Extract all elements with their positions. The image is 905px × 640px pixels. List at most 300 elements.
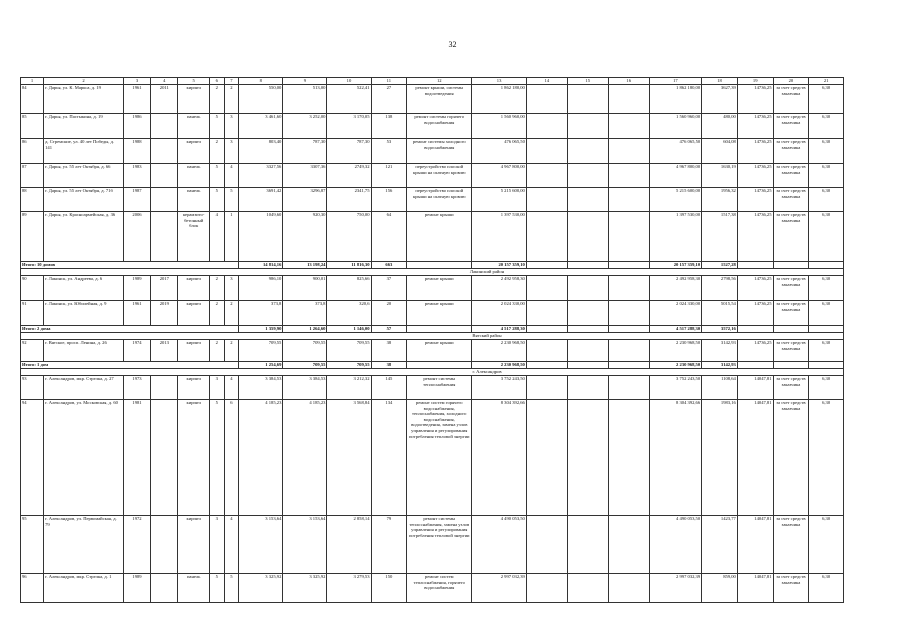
empty-cell bbox=[407, 326, 472, 333]
owner-funds-cell: 8 304 392,66 bbox=[649, 400, 701, 516]
premises-area-sum: 709,55 bbox=[283, 362, 327, 369]
year-built-cell: 1981 bbox=[123, 400, 150, 516]
residential-area-cell: 3 170,05 bbox=[327, 114, 371, 139]
total-area-cell: 3 384,53 bbox=[239, 376, 283, 400]
empty-cell bbox=[526, 326, 567, 333]
unit-cost-cell: 2798,56 bbox=[702, 276, 738, 301]
empty-cell bbox=[567, 400, 608, 516]
owner-funds-cell: 1 862 180,00 bbox=[649, 85, 701, 114]
wall-material-cell: панель bbox=[178, 114, 209, 139]
empty-cell bbox=[526, 301, 567, 326]
year-repair-cell: 2017 bbox=[151, 276, 178, 301]
unit-cost-cell: 1423,77 bbox=[702, 516, 738, 574]
floors-cell: 5 bbox=[209, 400, 224, 516]
row-number: 95 bbox=[21, 516, 44, 574]
column-number-cell: 6 bbox=[209, 78, 224, 85]
total-area-cell: 3 325,92 bbox=[239, 574, 283, 603]
row-number: 94 bbox=[21, 400, 44, 516]
table-row bbox=[21, 340, 844, 362]
column-number-cell: 3 bbox=[123, 78, 150, 85]
column-number-cell: 1 bbox=[21, 78, 44, 85]
entrances-cell: 6 bbox=[224, 400, 239, 516]
row-number: 86 bbox=[21, 139, 44, 164]
total-cost-cell: 1 862 180,00 bbox=[472, 85, 527, 114]
work-type-cell: ремонт систем горячего водоснабжения, теплоснабжения, холодного водоснабжения, водоотведения, замена узлов управления и регулирования потребления тепловой энергии bbox=[407, 400, 472, 516]
wall-material-cell: кирпич bbox=[178, 301, 209, 326]
capital-repair-table bbox=[20, 77, 844, 603]
owner-funds-cell: 2 230 968,50 bbox=[649, 340, 701, 362]
entrances-cell: 1 bbox=[224, 212, 239, 262]
premises-area-sum: 1 264,60 bbox=[283, 326, 327, 333]
period-cell: 6,30 bbox=[809, 188, 844, 212]
wall-material-cell: кирпич bbox=[178, 400, 209, 516]
entrances-cell: 4 bbox=[224, 516, 239, 574]
year-repair-cell: 2011 bbox=[151, 85, 178, 114]
year-repair-cell bbox=[151, 212, 178, 262]
limit-cost-cell: 14047,81 bbox=[737, 400, 773, 516]
group-total-row bbox=[21, 262, 844, 269]
owner-funds-cell: 2 024 330,00 bbox=[649, 301, 701, 326]
residents-cell: 64 bbox=[371, 212, 407, 262]
column-number-cell: 8 bbox=[239, 78, 283, 85]
address-cell: г. Александров, ул. Московская, д. 60 bbox=[44, 400, 124, 516]
district-header-row bbox=[21, 269, 844, 276]
unit-cost-avg: 1527,28 bbox=[702, 262, 738, 269]
floors-cell: 2 bbox=[209, 340, 224, 362]
floors-cell: 3 bbox=[209, 516, 224, 574]
residents-sum: 38 bbox=[371, 362, 407, 369]
limit-cost-cell: 14047,81 bbox=[737, 376, 773, 400]
table-row bbox=[21, 85, 844, 114]
address-cell: г. Александров, мкр. Стрелка, д. 1 bbox=[44, 574, 124, 603]
wall-material-cell: кирпич bbox=[178, 139, 209, 164]
address-cell: г. Дарья, ул. 55 лет Октября, д. 71б bbox=[44, 188, 124, 212]
year-built-cell: 1989 bbox=[123, 574, 150, 603]
empty-cell bbox=[407, 362, 472, 369]
owner-funds-cell: 2 997 032,39 bbox=[649, 574, 701, 603]
year-repair-cell bbox=[151, 114, 178, 139]
residents-sum: 57 bbox=[371, 326, 407, 333]
year-built-cell: 1986 bbox=[123, 114, 150, 139]
work-type-cell: ремонт крыши, системы водоотведения bbox=[407, 85, 472, 114]
empty-cell bbox=[608, 516, 649, 574]
premises-area-cell: 709,55 bbox=[283, 340, 327, 362]
premises-area-cell: 900,01 bbox=[283, 276, 327, 301]
funding-source-cell: за счет средств заказчика bbox=[773, 516, 809, 574]
period-cell: 6,30 bbox=[809, 400, 844, 516]
year-built-cell: 1973 bbox=[123, 376, 150, 400]
floors-cell: 2 bbox=[209, 301, 224, 326]
year-repair-cell: 2019 bbox=[151, 301, 178, 326]
unit-cost-cell: 480,00 bbox=[702, 114, 738, 139]
owner-funds-cell: 476 065,50 bbox=[649, 139, 701, 164]
empty-cell bbox=[567, 276, 608, 301]
residential-area-cell: 320,6 bbox=[327, 301, 371, 326]
funding-source-cell: за счет средств заказчика bbox=[773, 276, 809, 301]
empty-cell bbox=[773, 362, 809, 369]
empty-cell bbox=[526, 188, 567, 212]
year-built-cell: 1961 bbox=[123, 85, 150, 114]
empty-cell bbox=[526, 85, 567, 114]
column-number-cell: 10 bbox=[327, 78, 371, 85]
year-repair-cell bbox=[151, 376, 178, 400]
residents-cell: 38 bbox=[371, 340, 407, 362]
residential-area-cell: 3 568,84 bbox=[327, 400, 371, 516]
wall-material-cell: кирпич bbox=[178, 516, 209, 574]
unit-cost-cell: 1517,38 bbox=[702, 212, 738, 262]
owner-funds-sum: 20 157 359,10 bbox=[649, 262, 701, 269]
total-area-cell: 4 185,23 bbox=[239, 400, 283, 516]
total-cost-cell: 2 492 958,30 bbox=[472, 276, 527, 301]
floors-cell: 2 bbox=[209, 139, 224, 164]
table-row bbox=[21, 301, 844, 326]
row-number: 88 bbox=[21, 188, 44, 212]
year-repair-cell bbox=[151, 188, 178, 212]
total-area-sum: 1 359,90 bbox=[239, 326, 283, 333]
column-number-row bbox=[21, 78, 844, 85]
premises-area-cell: 4 185,23 bbox=[283, 400, 327, 516]
residents-cell: 134 bbox=[371, 400, 407, 516]
table-row bbox=[21, 164, 844, 188]
entrances-cell: 3 bbox=[224, 276, 239, 301]
premises-area-cell: 787,30 bbox=[283, 139, 327, 164]
owner-funds-sum: 2 230 968,50 bbox=[649, 362, 701, 369]
empty-cell bbox=[809, 362, 844, 369]
column-number-cell: 14 bbox=[526, 78, 567, 85]
work-type-cell: ремонт системы теплоснабжения, замена узлов управления и регулирования потребления тепловой энергии bbox=[407, 516, 472, 574]
year-repair-cell bbox=[151, 516, 178, 574]
premises-area-cell: 3307,36 bbox=[283, 164, 327, 188]
entrances-cell: 5 bbox=[224, 188, 239, 212]
premises-area-cell: 3296,87 bbox=[283, 188, 327, 212]
work-type-cell: переустройство плоской крыши на скатную кровлю bbox=[407, 164, 472, 188]
empty-cell bbox=[567, 376, 608, 400]
address-cell: г. Дарья, ул. 55 лет Октября, д. 66 bbox=[44, 164, 124, 188]
total-label: Итого: 2 дома bbox=[21, 326, 239, 333]
wall-material-cell: кирпич bbox=[178, 376, 209, 400]
wall-material-cell: панель bbox=[178, 574, 209, 603]
total-cost-cell: 2 024 330,00 bbox=[472, 301, 527, 326]
table-row bbox=[21, 139, 844, 164]
premises-area-cell: 373,8 bbox=[283, 301, 327, 326]
residents-cell: 53 bbox=[371, 139, 407, 164]
year-repair-cell bbox=[151, 139, 178, 164]
wall-material-cell: панель bbox=[178, 164, 209, 188]
year-built-cell: 2006 bbox=[123, 212, 150, 262]
year-built-cell: 1987 bbox=[123, 188, 150, 212]
unit-cost-cell: 1108,64 bbox=[702, 376, 738, 400]
residential-area-cell: 709,55 bbox=[327, 340, 371, 362]
unit-cost-avg: 3142,93 bbox=[702, 362, 738, 369]
year-repair-cell bbox=[151, 574, 178, 603]
wall-material-cell: керамзито-бетонный блок bbox=[178, 212, 209, 262]
premises-area-cell: 3 325,92 bbox=[283, 574, 327, 603]
table-row bbox=[21, 376, 844, 400]
funding-source-cell: за счет средств заказчика bbox=[773, 340, 809, 362]
empty-cell bbox=[526, 164, 567, 188]
wall-material-cell: кирпич bbox=[178, 276, 209, 301]
period-cell: 6,30 bbox=[809, 301, 844, 326]
empty-cell bbox=[526, 262, 567, 269]
year-repair-cell bbox=[151, 164, 178, 188]
entrances-cell: 2 bbox=[224, 301, 239, 326]
empty-cell bbox=[526, 376, 567, 400]
total-label: Итого: 1 дом bbox=[21, 362, 239, 369]
funding-source-cell: за счет средств заказчика bbox=[773, 574, 809, 603]
empty-cell bbox=[608, 164, 649, 188]
entrances-cell: 2 bbox=[224, 85, 239, 114]
empty-cell bbox=[407, 262, 472, 269]
district-header-row bbox=[21, 369, 844, 376]
address-cell: г. Лакинск, ул. Андреева, д. 6 bbox=[44, 276, 124, 301]
total-area-sum: 14 814,16 bbox=[239, 262, 283, 269]
unit-cost-cell: 1983,16 bbox=[702, 400, 738, 516]
empty-cell bbox=[567, 85, 608, 114]
entrances-cell: 5 bbox=[224, 574, 239, 603]
column-number-cell: 20 bbox=[773, 78, 809, 85]
district-spacer bbox=[567, 369, 843, 376]
empty-cell bbox=[567, 301, 608, 326]
entrances-cell: 4 bbox=[224, 376, 239, 400]
empty-cell bbox=[526, 516, 567, 574]
owner-funds-cell: 5 215 600,00 bbox=[649, 188, 701, 212]
column-number-cell: 5 bbox=[178, 78, 209, 85]
table-row bbox=[21, 212, 844, 262]
residential-area-cell: 750,00 bbox=[327, 212, 371, 262]
column-number-cell: 2 bbox=[44, 78, 124, 85]
period-cell: 6,30 bbox=[809, 114, 844, 139]
empty-cell bbox=[608, 276, 649, 301]
limit-cost-cell: 14047,81 bbox=[737, 574, 773, 603]
group-total-row bbox=[21, 362, 844, 369]
empty-cell bbox=[608, 212, 649, 262]
district-spacer bbox=[567, 269, 843, 276]
year-repair-cell bbox=[151, 400, 178, 516]
empty-cell bbox=[567, 340, 608, 362]
total-area-cell: 3327,56 bbox=[239, 164, 283, 188]
work-type-cell: ремонт крыши bbox=[407, 301, 472, 326]
column-number-cell: 4 bbox=[151, 78, 178, 85]
limit-cost-cell: 14736,25 bbox=[737, 212, 773, 262]
floors-cell: 3 bbox=[209, 376, 224, 400]
row-number: 85 bbox=[21, 114, 44, 139]
entrances-cell: 3 bbox=[224, 114, 239, 139]
total-area-cell: 803,40 bbox=[239, 139, 283, 164]
residential-area-cell: 3 212,32 bbox=[327, 376, 371, 400]
empty-cell bbox=[608, 326, 649, 333]
period-cell: 6,30 bbox=[809, 164, 844, 188]
total-cost-cell: 4 490 053,50 bbox=[472, 516, 527, 574]
empty-cell bbox=[526, 276, 567, 301]
table-row bbox=[21, 574, 844, 603]
district-spacer bbox=[21, 269, 407, 276]
unit-cost-cell: 1956,32 bbox=[702, 188, 738, 212]
empty-cell bbox=[737, 262, 773, 269]
period-cell: 6,30 bbox=[809, 340, 844, 362]
empty-cell bbox=[773, 326, 809, 333]
residents-cell: 138 bbox=[371, 114, 407, 139]
work-type-cell: ремонт систем теплоснабжения, горячего водоснабжения bbox=[407, 574, 472, 603]
total-cost-cell: 1 397 530,00 bbox=[472, 212, 527, 262]
residential-area-cell: 2 858,14 bbox=[327, 516, 371, 574]
residents-cell: 145 bbox=[371, 376, 407, 400]
funding-source-cell: за счет средств заказчика bbox=[773, 212, 809, 262]
empty-cell bbox=[809, 326, 844, 333]
empty-cell bbox=[608, 301, 649, 326]
district-name: Вятский район bbox=[407, 333, 568, 340]
total-area-sum: 1 254,69 bbox=[239, 362, 283, 369]
year-built-cell: 1974 bbox=[123, 340, 150, 362]
funding-source-cell: за счет средств заказчика bbox=[773, 376, 809, 400]
total-cost-cell: 1 560 960,00 bbox=[472, 114, 527, 139]
period-cell: 6,30 bbox=[809, 516, 844, 574]
unit-cost-cell: 604,08 bbox=[702, 139, 738, 164]
unit-cost-avg: 3572,16 bbox=[702, 326, 738, 333]
empty-cell bbox=[567, 326, 608, 333]
column-number-cell: 16 bbox=[608, 78, 649, 85]
total-label: Итого: 10 домов bbox=[21, 262, 239, 269]
year-built-cell: 1961 bbox=[123, 301, 150, 326]
work-type-cell: ремонт крыши bbox=[407, 212, 472, 262]
work-type-cell: ремонт крыши bbox=[407, 276, 472, 301]
empty-cell bbox=[526, 362, 567, 369]
empty-cell bbox=[567, 139, 608, 164]
residents-cell: 79 bbox=[371, 516, 407, 574]
funding-source-cell: за счет средств заказчика bbox=[773, 139, 809, 164]
empty-cell bbox=[526, 340, 567, 362]
floors-cell: 5 bbox=[209, 114, 224, 139]
floors-cell: 5 bbox=[209, 574, 224, 603]
column-number-cell: 7 bbox=[224, 78, 239, 85]
year-built-cell: 1989 bbox=[123, 276, 150, 301]
work-type-cell: ремонт системы холодного водоснабжения bbox=[407, 139, 472, 164]
empty-cell bbox=[737, 362, 773, 369]
limit-cost-cell: 14736,25 bbox=[737, 85, 773, 114]
row-number: 90 bbox=[21, 276, 44, 301]
empty-cell bbox=[608, 376, 649, 400]
residents-cell: 27 bbox=[371, 85, 407, 114]
year-repair-cell: 2013 bbox=[151, 340, 178, 362]
empty-cell bbox=[608, 139, 649, 164]
funding-source-cell: за счет средств заказчика bbox=[773, 301, 809, 326]
total-cost-cell: 2 997 032,39 bbox=[472, 574, 527, 603]
funding-source-cell: за счет средств заказчика bbox=[773, 114, 809, 139]
residential-area-cell: 2341,75 bbox=[327, 188, 371, 212]
empty-cell bbox=[608, 188, 649, 212]
district-spacer bbox=[567, 333, 843, 340]
total-cost-cell: 8 304 392,66 bbox=[472, 400, 527, 516]
owner-funds-cell: 4 967 800,00 bbox=[649, 164, 701, 188]
address-cell: г. Вятское, просп. Ленина, д. 26 bbox=[44, 340, 124, 362]
empty-cell bbox=[608, 114, 649, 139]
total-cost-cell: 3 752 243,50 bbox=[472, 376, 527, 400]
address-cell: г. Лакинск, ул. Юбилейная, д. 9 bbox=[44, 301, 124, 326]
unit-cost-cell: 5015,54 bbox=[702, 301, 738, 326]
residential-area-sum: 1 146,00 bbox=[327, 326, 371, 333]
wall-material-cell: кирпич bbox=[178, 340, 209, 362]
year-built-cell: 1972 bbox=[123, 516, 150, 574]
empty-cell bbox=[608, 262, 649, 269]
funding-source-cell: за счет средств заказчика bbox=[773, 188, 809, 212]
total-area-cell: 709,55 bbox=[239, 340, 283, 362]
entrances-cell: 4 bbox=[224, 164, 239, 188]
limit-cost-cell: 14736,25 bbox=[737, 276, 773, 301]
total-area-cell: 550,00 bbox=[239, 85, 283, 114]
premises-area-cell: 920,30 bbox=[283, 212, 327, 262]
table-row bbox=[21, 516, 844, 574]
empty-cell bbox=[567, 362, 608, 369]
row-number: 96 bbox=[21, 574, 44, 603]
district-header-row bbox=[21, 333, 844, 340]
premises-area-cell: 3 252,00 bbox=[283, 114, 327, 139]
column-number-cell: 17 bbox=[649, 78, 701, 85]
residents-cell: 20 bbox=[371, 301, 407, 326]
period-cell: 6,30 bbox=[809, 85, 844, 114]
owner-funds-cell: 1 397 530,00 bbox=[649, 212, 701, 262]
period-cell: 6,30 bbox=[809, 574, 844, 603]
work-type-cell: ремонт системы теплоснабжения bbox=[407, 376, 472, 400]
unit-cost-cell: 3627,39 bbox=[702, 85, 738, 114]
unit-cost-cell: 1630,19 bbox=[702, 164, 738, 188]
row-number: 93 bbox=[21, 376, 44, 400]
unit-cost-cell: 3142,93 bbox=[702, 340, 738, 362]
total-area-cell: 1049,60 bbox=[239, 212, 283, 262]
empty-cell bbox=[526, 139, 567, 164]
owner-funds-cell: 3 752 243,50 bbox=[649, 376, 701, 400]
empty-cell bbox=[567, 574, 608, 603]
empty-cell bbox=[526, 574, 567, 603]
premises-area-cell: 3 384,53 bbox=[283, 376, 327, 400]
address-cell: д. Стремские, ул. 40 лет Победы, д. 141 bbox=[44, 139, 124, 164]
column-number-cell: 9 bbox=[283, 78, 327, 85]
residents-cell: 150 bbox=[371, 574, 407, 603]
empty-cell bbox=[608, 574, 649, 603]
empty-cell bbox=[809, 262, 844, 269]
floors-cell: 4 bbox=[209, 212, 224, 262]
group-total-row bbox=[21, 326, 844, 333]
residential-area-cell: 787,30 bbox=[327, 139, 371, 164]
district-spacer bbox=[21, 369, 407, 376]
premises-area-cell: 3 153,64 bbox=[283, 516, 327, 574]
address-cell: г. Александров, мкр. Стрелка, д. 27 bbox=[44, 376, 124, 400]
total-cost-cell: 2 230 968,50 bbox=[472, 340, 527, 362]
owner-funds-cell: 4 490 053,50 bbox=[649, 516, 701, 574]
empty-cell bbox=[567, 516, 608, 574]
row-number: 87 bbox=[21, 164, 44, 188]
row-number: 89 bbox=[21, 212, 44, 262]
residential-area-cell: 522,41 bbox=[327, 85, 371, 114]
column-number-cell: 15 bbox=[567, 78, 608, 85]
funding-source-cell: за счет средств заказчика bbox=[773, 164, 809, 188]
period-cell: 6,30 bbox=[809, 376, 844, 400]
empty-cell bbox=[773, 262, 809, 269]
residents-sum: 663 bbox=[371, 262, 407, 269]
empty-cell bbox=[526, 212, 567, 262]
table-row bbox=[21, 400, 844, 516]
total-area-cell: 3 153,64 bbox=[239, 516, 283, 574]
unit-cost-cell: 859,00 bbox=[702, 574, 738, 603]
limit-cost-cell: 14736,25 bbox=[737, 188, 773, 212]
entrances-cell: 2 bbox=[224, 340, 239, 362]
entrances-cell: 3 bbox=[224, 139, 239, 164]
period-cell: 6,30 bbox=[809, 276, 844, 301]
limit-cost-cell: 14736,25 bbox=[737, 139, 773, 164]
limit-cost-cell: 14736,25 bbox=[737, 114, 773, 139]
empty-cell bbox=[608, 340, 649, 362]
total-cost-cell: 5 215 600,00 bbox=[472, 188, 527, 212]
total-cost-cell: 4 967 800,00 bbox=[472, 164, 527, 188]
floors-cell: 5 bbox=[209, 164, 224, 188]
